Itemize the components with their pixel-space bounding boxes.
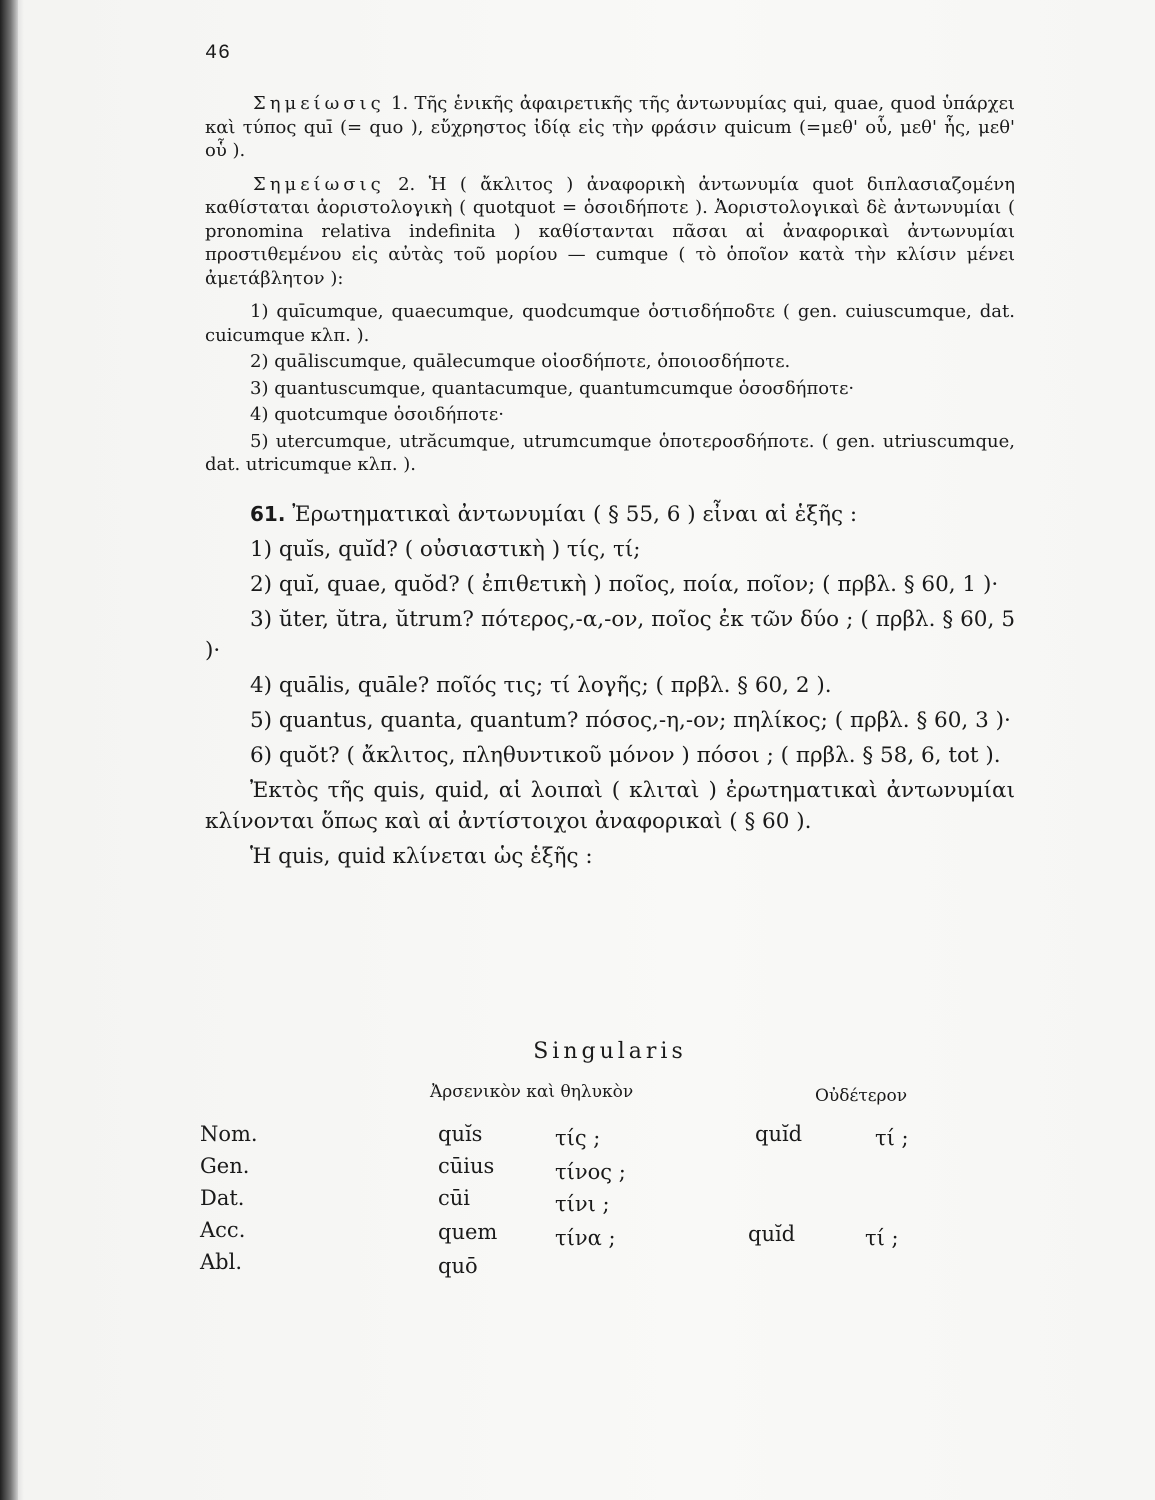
list-item: 1) quīcumque, quaecumque, quodcumque ὁστισδήποδτε ( gen. cuiuscumque, dat. cuicumque κλπ. ).: [205, 301, 1015, 346]
section-heading: Ἐρωτηματικαὶ ἀντωνυμίαι ( § 55, 6 ) εἶναι αἱ ἑξῆς :: [292, 501, 858, 527]
note-1: [205, 92, 1015, 163]
case-label: Nom.: [200, 1122, 258, 1146]
column-header-neuter: Οὐδέτερον: [815, 1086, 908, 1106]
neuter-latin-form: quĭd: [748, 1222, 796, 1246]
list-item: 5) quantus, quanta, quantum? πόσος,-η,-ον; πηλίκος; ( πρβλ. § 60, 3 )·: [250, 707, 1011, 733]
neuter-greek-form: τί ;: [865, 1226, 899, 1250]
greek-form: τίνι ;: [555, 1192, 610, 1216]
case-label: Abl.: [200, 1250, 242, 1274]
note-2-text: Ἡ ( ἄκλιτος ) ἀναφορικὴ ἀντωνυμία quot διπλασιαζομένη καθίσταται ἀοριστολογικὴ ( quotquot = ὁσοιδήποτε ). Ἀοριστολογικαὶ δὲ ἀντωνυμίαι ( pronomina relativa indefinita ) καθίστανται πᾶσαι αἱ ἀναφορικαὶ ἀντωνυμίαι προστιθεμένου εἰς αὐτὰς τοῦ μορίου — cumque ( τὸ ὁποῖον κατὰ τὴν κλίσιν μένει ἀμετάβλητον ):: [205, 173, 1015, 289]
paragraph: Ἐκτὸς τῆς quis, quid, αἱ λοιπαὶ ( κλιταὶ ) ἐρωτηματικαὶ ἀντωνυμίαι κλίνονται ὅπως καὶ αἱ ἀντίστοιχοι ἀναφορικαὶ ( § 60 ).: [205, 777, 1015, 834]
case-label: Gen.: [200, 1154, 250, 1178]
page-number: 46: [205, 42, 232, 65]
list-item: 2) quĭ, quae, quŏd? ( ἐπιθετικὴ ) ποῖος, ποία, ποῖον; ( πρβλ. § 60, 1 )·: [250, 571, 999, 597]
latin-form: cūius: [438, 1154, 495, 1178]
latin-form: cūi: [438, 1186, 471, 1210]
list-item: 6) quŏt? ( ἄκλιτος, πληθυντικοῦ μόνον ) πόσοι ; ( πρβλ. § 58, 6, tot ).: [250, 742, 1001, 768]
latin-form: quĭs: [438, 1122, 483, 1146]
list-item: 5) utercumque, utrăcumque, utrumcumque ὁποτεροσδήποτε. ( gen. utriuscumque, dat. utricumque κλπ. ).: [205, 430, 1015, 475]
neuter-greek-form: τί ;: [875, 1126, 909, 1150]
latin-form: quem: [438, 1220, 498, 1244]
list-item: 4) quotcumque ὁσοιδήποτε·: [250, 404, 504, 425]
latin-form: quō: [438, 1254, 478, 1278]
case-label: Dat.: [200, 1186, 245, 1210]
note-2-heading: Σημείωσις: [253, 173, 385, 195]
section-number: 61.: [250, 501, 286, 526]
cumque-list: [205, 300, 1015, 477]
paragraph: Ἡ quis, quid κλίνεται ὡς ἑξῆς :: [250, 843, 593, 869]
list-item: 3) ŭter, ŭtra, ŭtrum? πότερος,-α,-ον, ποῖος ἐκ τῶν δύο ; ( πρβλ. § 60, 5 )·: [205, 606, 1015, 663]
note-1-number: 1.: [391, 93, 409, 114]
note-2-number: 2.: [398, 173, 416, 195]
note-1-text: Τῆς ἑνικῆς ἀφαιρετικῆς τῆς ἀντωνυμίας qui, quae, quod ὑπάρχει καὶ τύπος quī (= quo ), εὔχρηστος ἰδίᾳ εἰς τὴν φράσιν quicum (=μεθ' οὗ, μεθ' ἧς, μεθ' οὗ ).: [205, 93, 1015, 161]
list-item: 1) quĭs, quĭd? ( οὐσιαστικὴ ) τίς, τί;: [250, 536, 641, 562]
list-item: 2) quāliscumque, quālecumque οἱοσδήποτε, ὁποιοσδήποτε.: [250, 351, 791, 372]
greek-form: τίνα ;: [555, 1226, 616, 1250]
book-binding-shadow: [0, 0, 18, 1500]
greek-form: τίνος ;: [555, 1160, 626, 1184]
neuter-latin-form: quĭd: [755, 1122, 803, 1146]
case-label: Acc.: [200, 1218, 246, 1242]
list-item: 4) quālis, quāle? ποῖός τις; τί λογῆς; ( πρβλ. § 60, 2 ).: [250, 672, 832, 698]
page-body: [200, 92, 1015, 1278]
list-item: 3) quantuscumque, quantacumque, quantumcumque ὁσοσδήποτε·: [250, 377, 855, 399]
table-title: Singularis: [533, 1039, 687, 1064]
greek-form: τίς ;: [555, 1126, 601, 1150]
note-2: [205, 173, 1015, 291]
column-header-masc-fem: Ἀρσενικὸν καὶ θηλυκὸν: [430, 1082, 634, 1102]
section-61: [205, 499, 1015, 872]
note-1-heading: Σημείωσις: [253, 93, 385, 114]
